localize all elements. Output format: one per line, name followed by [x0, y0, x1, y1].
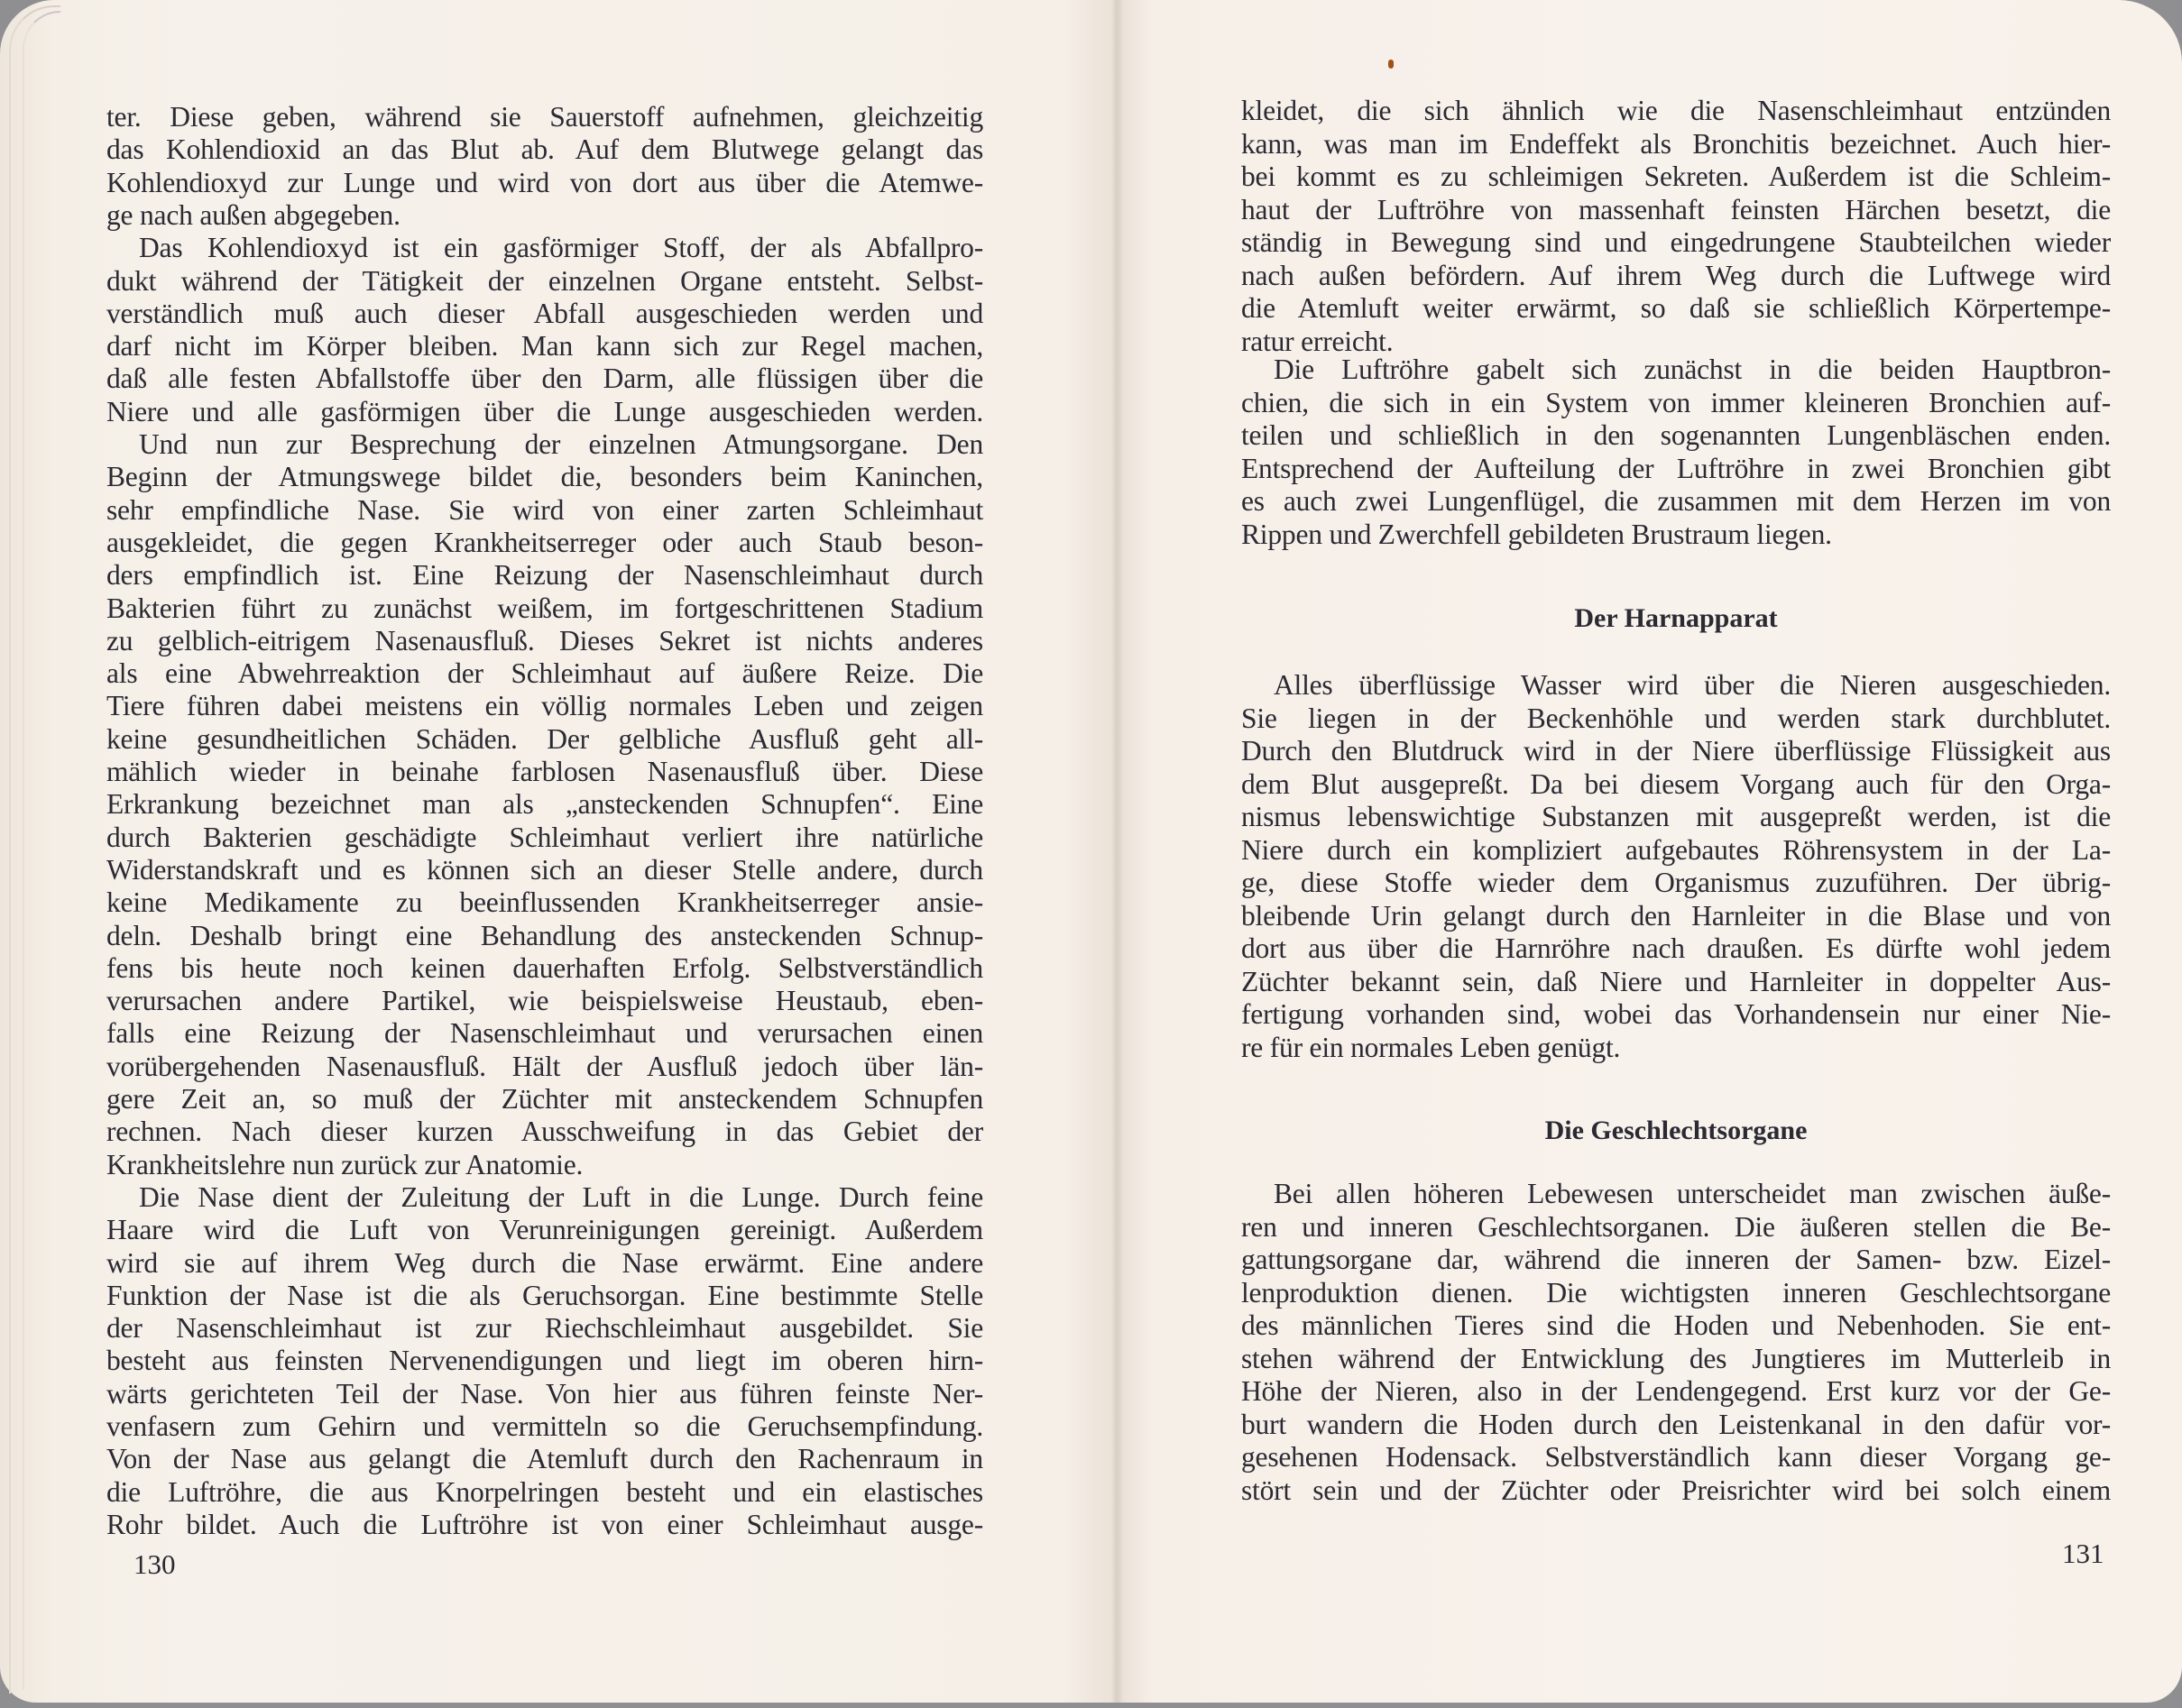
- right-page-text: [1117, 0, 2182, 1703]
- text-line: Haare wird die Luft von Verunreinigungen gereinigt. Außerdem: [106, 1214, 983, 1246]
- text-line: Erkrankung bezeichnet man als „ansteckenden Schnupfen“. Eine: [106, 788, 983, 821]
- text-line: keine gesundheitlichen Schäden. Der gelbliche Ausfluß geht all-: [106, 722, 983, 755]
- text-line: bei kommt es zu schleimigen Sekreten. Außerdem ist die Schleim-: [1241, 161, 2111, 192]
- text-line: Entsprechend der Aufteilung der Luftröhre in zwei Bronchien gibt: [1241, 452, 2111, 484]
- text-line: ter. Diese geben, während sie Sauerstoff aufnehmen, gleichzeitig: [106, 101, 983, 133]
- text-line: das Kohlendioxid an das Blut ab. Auf dem Blutwege gelangt das: [106, 133, 983, 166]
- text-line: verständlich muß auch dieser Abfall ausgeschieden werden und: [106, 297, 983, 329]
- text-line: Höhe der Nieren, also in der Lendengegend. Erst kurz vor der Ge-: [1241, 1375, 2111, 1407]
- text-line: Krankheitslehre nun zurück zur Anatomie.: [106, 1148, 584, 1180]
- section-heading: Die Geschlechtsorgane: [1544, 1116, 1808, 1145]
- text-line: Beginn der Atmungswege bildet die, besonders beim Kaninchen,: [106, 461, 983, 493]
- text-line: rechnen. Nach dieser kurzen Ausschweifung in das Gebiet der: [106, 1116, 983, 1148]
- text-line: Die Nase dient der Zuleitung der Luft in die Lunge. Durch feine: [139, 1180, 983, 1213]
- text-line: Kohlendioxyd zur Lunge und wird von dort aus über die Atemwe-: [106, 166, 983, 198]
- text-line: dukt während der Tätigkeit der einzelnen Organe entsteht. Selbst-: [106, 264, 983, 297]
- text-line: es auch zwei Lungenflügel, die zusammen mit dem Herzen im von: [1241, 485, 2111, 517]
- text-line: Durch den Blutdruck wird in der Niere überflüssige Flüssigkeit aus: [1241, 735, 2111, 767]
- text-line: dem Blut ausgepreßt. Da bei diesem Vorgang auch für den Orga-: [1241, 767, 2111, 800]
- text-line: Alles überflüssige Wasser wird über die Nieren ausgeschieden.: [1274, 669, 2111, 701]
- text-line: stehen während der Entwicklung des Jungtieres im Mutterleib in: [1241, 1342, 2111, 1374]
- text-line: re für ein normales Leben genügt.: [1241, 1031, 1621, 1063]
- text-line: Die Luftröhre gabelt sich zunächst in die beiden Hauptbron-: [1274, 354, 2111, 385]
- page-number-left: 130: [133, 1548, 176, 1580]
- text-line: besteht aus feinsten Nervenendigungen und liegt im oberen hirn-: [106, 1345, 983, 1377]
- text-line: Von der Nase aus gelangt die Atemluft durch den Rachenraum in: [106, 1443, 983, 1475]
- text-line: Und nun zur Besprechung der einzelnen Atmungsorgane. Den: [139, 428, 983, 460]
- text-line: keine Medikamente zu beeinflussenden Krankheitserreger ansie-: [106, 886, 983, 919]
- text-line: fertigung vorhanden sind, wobei das Vorhandensein nur einer Nie-: [1241, 998, 2111, 1030]
- text-line: chien, die sich in ein System von immer kleineren Bronchien auf-: [1241, 386, 2111, 418]
- text-line: deln. Deshalb bringt eine Behandlung des ansteckenden Schnup-: [106, 919, 983, 951]
- text-line: verursachen andere Partikel, wie beispielsweise Heustaub, eben-: [106, 985, 983, 1017]
- text-line: die Atemluft weiter erwärmt, so daß sie schließlich Körpertempe-: [1241, 292, 2111, 324]
- text-line: der Nasenschleimhaut ist zur Riechschleimhaut ausgebildet. Sie: [106, 1312, 983, 1345]
- text-line: durch Bakterien geschädigte Schleimhaut verliert ihre natürliche: [106, 821, 983, 853]
- text-line: fens bis heute noch keinen dauerhaften Erfolg. Selbstverständlich: [106, 951, 983, 984]
- text-line: gere Zeit an, so muß der Züchter mit ansteckendem Schnupfen: [106, 1083, 983, 1115]
- text-line: Tiere führen dabei meistens ein völlig normales Leben und zeigen: [106, 690, 983, 722]
- text-line: mählich wieder in beinahe farblosen Nasenausfluß über. Diese: [106, 756, 983, 787]
- text-line: des männlichen Tieres sind die Hoden und Nebenhoden. Sie ent-: [1241, 1309, 2111, 1341]
- section-heading: Der Harnapparat: [1574, 603, 1778, 633]
- text-line: die Luftröhre, die aus Knorpelringen besteht und ein elastisches: [106, 1475, 983, 1508]
- right-page: [1117, 0, 2182, 1703]
- page-number-right: 131: [2062, 1538, 2104, 1569]
- text-line: gattungsorgane dar, während die inneren der Samen- bzw. Eizel-: [1241, 1244, 2111, 1275]
- text-line: Niere durch ein kompliziert aufgebautes Röhrensystem in der La-: [1241, 833, 2111, 866]
- text-line: lenproduktion dienen. Die wichtigsten inneren Geschlechtsorgane: [1241, 1276, 2111, 1309]
- text-line: ausgekleidet, die gegen Krankheitserreger oder auch Staub beson-: [106, 526, 983, 558]
- text-line: gesehenen Hodensack. Selbstverständlich kann dieser Vorgang ge-: [1241, 1441, 2111, 1473]
- text-line: vorübergehenden Nasenausfluß. Hält der Ausfluß jedoch über län-: [106, 1050, 983, 1082]
- text-line: Züchter bekannt sein, daß Niere und Harnleiter in doppelter Aus-: [1241, 965, 2111, 997]
- text-line: wird sie auf ihrem Weg durch die Nase erwärmt. Eine andere: [106, 1246, 983, 1279]
- text-line: nismus lebenswichtige Substanzen mit ausgepreßt werden, ist die: [1241, 801, 2111, 832]
- text-line: burt wandern die Hoden durch den Leistenkanal in den dafür vor-: [1241, 1408, 2111, 1440]
- text-line: wärts gerichteten Teil der Nase. Von hier aus führen feinste Ner-: [106, 1377, 983, 1410]
- text-line: teilen und schließlich in den sogenannten Lungenbläschen enden.: [1241, 419, 2111, 451]
- text-line: als eine Abwehrreaktion der Schleimhaut auf äußere Reize. Die: [106, 657, 983, 690]
- text-line: ren und inneren Geschlechtsorganen. Die äußeren stellen die Be-: [1241, 1210, 2111, 1243]
- text-line: Bei allen höheren Lebewesen unterscheidet man zwischen äuße-: [1274, 1178, 2111, 1209]
- text-line: zu gelblich-eitrigem Nasenausfluß. Dieses Sekret ist nichts anderes: [106, 624, 983, 657]
- text-line: falls eine Reizung der Nasenschleimhaut und verursachen einen: [106, 1017, 983, 1050]
- text-line: bleibende Urin gelangt durch den Harnleiter in die Blase und von: [1241, 899, 2111, 932]
- text-line: Bakterien führt zu zunächst weißem, im fortgeschrittenen Stadium: [106, 592, 983, 624]
- text-line: venfasern zum Gehirn und vermitteln so die Geruchsempfindung.: [106, 1410, 983, 1442]
- text-line: Sie liegen in der Beckenhöhle und werden stark durchblutet.: [1241, 702, 2111, 734]
- text-line: ders empfindlich ist. Eine Reizung der Nasenschleimhaut durch: [106, 559, 983, 592]
- text-line: kann, was man im Endeffekt als Bronchitis bezeichnet. Auch hier-: [1241, 127, 2111, 160]
- text-line: darf nicht im Körper bleiben. Man kann sich zur Regel machen,: [106, 330, 983, 363]
- text-line: ständig in Bewegung sind und eingedrungene Staubteilchen wieder: [1241, 226, 2111, 258]
- text-line: Rohr bildet. Auch die Luftröhre ist von einer Schleimhaut ausge-: [106, 1508, 983, 1540]
- text-line: kleidet, die sich ähnlich wie die Nasenschleimhaut entzünden: [1241, 95, 2111, 126]
- text-line: stört sein und der Züchter oder Preisrichter wird bei solch einem: [1241, 1474, 2111, 1506]
- text-line: Das Kohlendioxyd ist ein gasförmiger Stoff, der als Abfallpro-: [139, 232, 983, 264]
- text-line: nach außen befördern. Auf ihrem Weg durch die Luftwege wird: [1241, 259, 2111, 291]
- text-line: Widerstandskraft und es können sich an dieser Stelle andere, durch: [106, 853, 983, 886]
- text-line: haut der Luftröhre von massenhaft feinsten Härchen besetzt, die: [1241, 193, 2111, 225]
- text-line: Rippen und Zwerchfell gebildeten Brustraum liegen.: [1241, 518, 1832, 550]
- text-line: dort aus über die Harnröhre nach draußen. Es dürfte wohl jedem: [1241, 932, 2111, 964]
- text-line: Niere und alle gasförmigen über die Lunge ausgeschieden werden.: [106, 395, 983, 427]
- text-line: sehr empfindliche Nase. Sie wird von einer zarten Schleimhaut: [106, 493, 983, 526]
- text-line: ratur erreicht.: [1241, 325, 1394, 357]
- text-line: daß alle festen Abfallstoffe über den Darm, alle flüssigen über die: [106, 363, 983, 395]
- text-line: ge, diese Stoffe wieder dem Organismus zuzuführen. Der übrig-: [1241, 867, 2111, 898]
- text-line: ge nach außen abgegeben.: [106, 198, 400, 231]
- text-line: Funktion der Nase ist die als Geruchsorgan. Eine bestimmte Stelle: [106, 1279, 983, 1311]
